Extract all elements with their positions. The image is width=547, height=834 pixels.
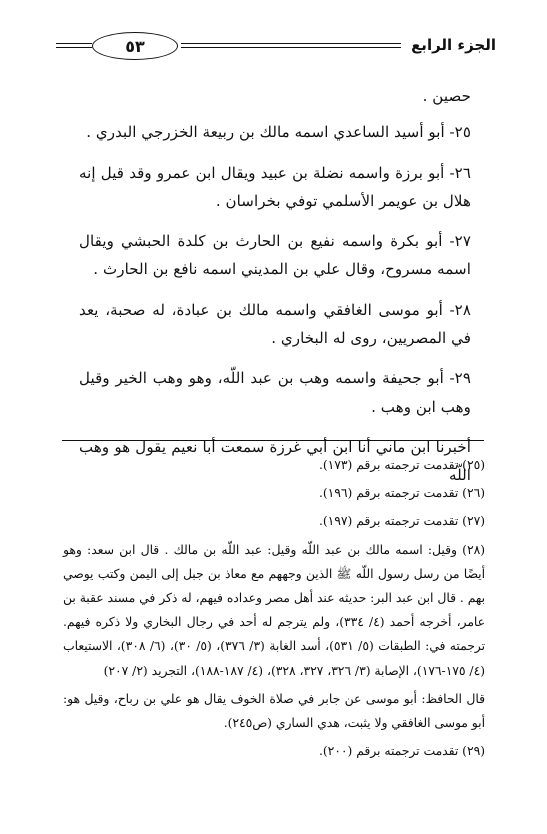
footnote: قال الحافظ: أبو موسى عن جابر في صلاة الخوف يقال هو علي بن رباح، وقيل هو: أبو موسى الغافقي ولا يثبت، هدي الساري (ص٢٤٥).	[63, 691, 485, 731]
footnote-divider	[62, 440, 484, 441]
text-paragraph: ٢٨- أبو موسى الغافقي واسمه مالك بن عبادة، له صحبة، يعد في المصريين، روى له البخاري .	[79, 300, 471, 348]
text-paragraph: حصين .	[422, 87, 471, 105]
footnotes	[63, 453, 485, 763]
page-number-oval	[92, 32, 178, 60]
text-paragraph: ٢٥- أبو أسيد الساعدي اسمه مالك بن ربيعة الخزرجي البدري .	[86, 123, 471, 142]
text-paragraph: ٢٦- أبو برزة واسمه نضلة بن عبيد ويقال ابن عمرو وقد قيل إنه هلال بن عويمر الأسلمي توفي بخراسان .	[79, 163, 471, 210]
footnote: (٢٩) تقدمت ترجمته برقم (٢٠٠).	[318, 744, 485, 759]
text-paragraph: أخبرنا ابن ماني أنا ابن أبي غرزة سمعت أبا نعيم يقول هو وهب اللّه	[79, 437, 471, 485]
header-rule-left	[56, 43, 92, 48]
footnote: (٢٦) تقدمت ترجمته برقم (١٩٦).	[318, 486, 485, 501]
page-number: ٥٣	[125, 36, 145, 56]
main-text	[79, 82, 471, 502]
footnote: (٢٨) وقيل: اسمه مالك بن عبد اللّه وقيل: عبد اللّه بن مالك . قال ابن سعد: وهو أيضًا من رسل رسول اللّه ﷺ الذين وجههم مع معاذ بن جبل إلى اليمن وكتب يوصي بهم . قال ابن عبد البر: حديثه عند أهل مصر وعداده فيهم، له ذكر في مسند عقبة بن عامر، أخرجه أحمد (٤/ ٣٣٤)، ولم يترجم له أحد في رجال البخاري ولا ذكره فيهم. ترجمته في: الطبقات (٥/ ٥٣١)، أسد الغابة (٣/ ٣٧٦)، (٥/ ٣٠)، (٦/ ٣٠٨)، الاستيعاب (٤/ ١٧٥-١٧٦)، الإصابة (٣/ ٣٢٦، ٣٢٧، ٣٢٨)، (٤/ ١٨٧-١٨٨)، التجريد (٢/ ٢٠٧)	[63, 542, 486, 678]
text-paragraph: ٢٧- أبو بكرة واسمه نفيع بن الحارث بن كلدة الحبشي ويقال اسمه مسروح، وقال علي بن المديني اسمه نافع بن الحارث .	[79, 232, 471, 279]
page-header	[56, 32, 496, 68]
header-rule-right	[181, 43, 401, 48]
text-paragraph: ٢٩- أبو جحيفة واسمه وهب بن عبد اللّه، وهو وهب الخير وقيل وهب ابن وهب .	[79, 369, 471, 416]
running-head-title: الجزء الرابع	[411, 36, 496, 54]
footnote: (٢٥) تقدمت ترجمته برقم (١٧٣).	[318, 458, 485, 472]
footnote: (٢٧) تقدمت ترجمته برقم (١٩٧).	[318, 514, 485, 529]
